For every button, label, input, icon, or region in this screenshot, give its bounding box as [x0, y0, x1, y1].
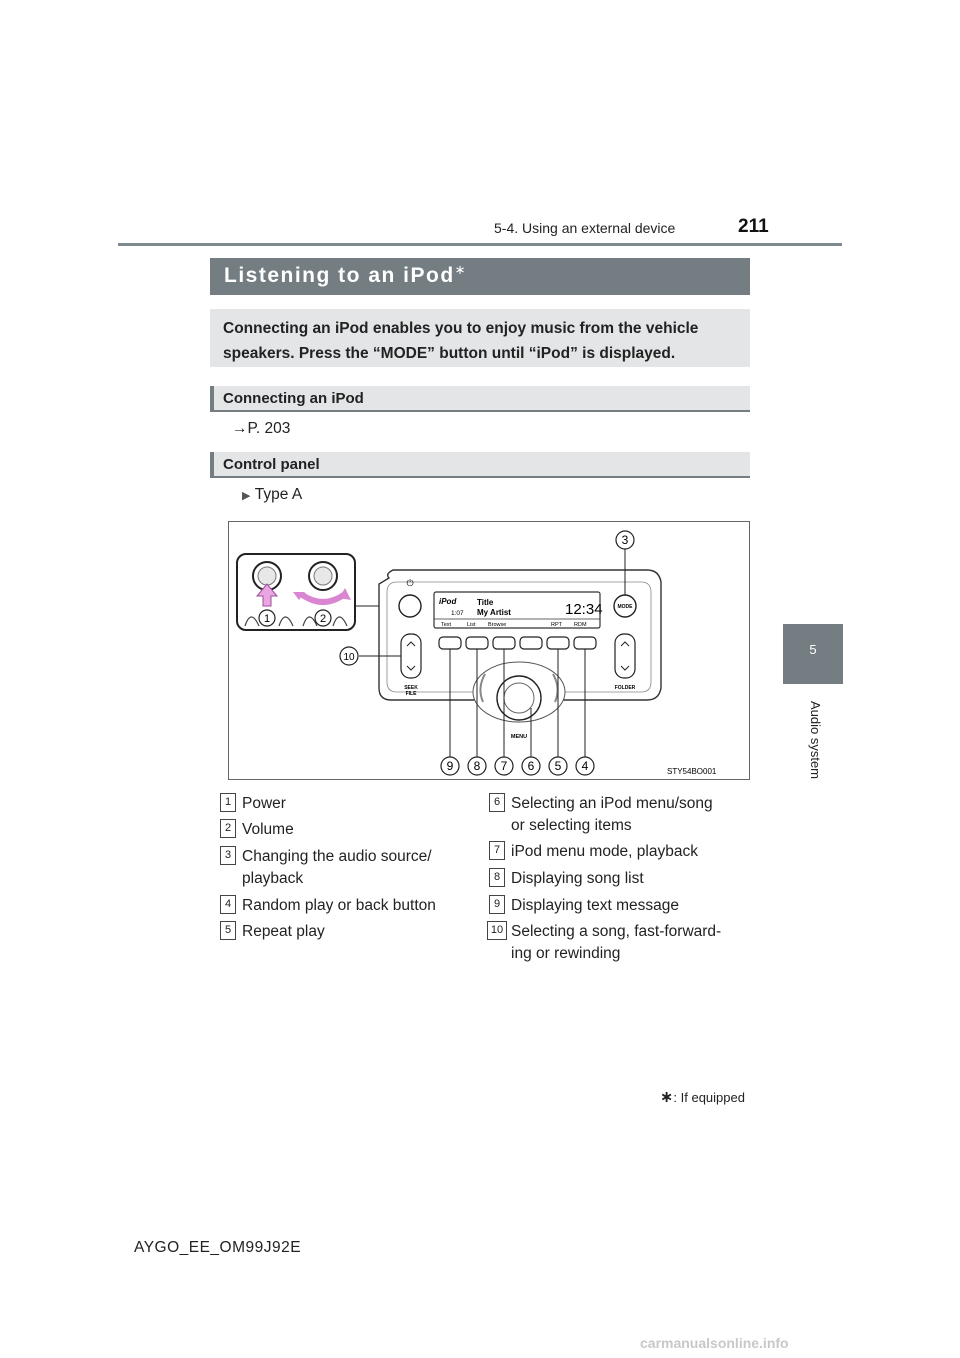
softkey-7	[493, 637, 515, 649]
power-button	[399, 595, 421, 617]
legend-number-1: 1	[220, 793, 236, 812]
page-heading-text: Listening to an iPod	[224, 264, 455, 287]
connecting-reference[interactable]	[232, 420, 290, 438]
section-title: 5-4. Using an external device	[494, 220, 676, 236]
control-panel-heading: Control panel	[223, 456, 320, 473]
softkey-9	[439, 637, 461, 649]
softkey-label-rdm: RDM	[574, 622, 587, 628]
audio-panel-illustration	[229, 522, 749, 779]
triangle-bullet-icon: ▶	[242, 490, 251, 502]
legend-text-10: Selecting a song, fast-forward-	[511, 923, 722, 940]
document-code: AYGO_EE_OM99J92E	[134, 1239, 302, 1256]
legend-text-2: Volume	[242, 821, 294, 838]
legend-text-1: Power	[242, 795, 286, 812]
volume-knob-center	[314, 567, 332, 585]
callout-6: 6	[527, 759, 535, 773]
callout-9: 9	[446, 759, 454, 773]
chapter-number: 5	[809, 642, 817, 657]
display-clock: 12:34	[565, 601, 603, 618]
legend-number-3: 3	[220, 846, 236, 865]
page-heading	[224, 264, 467, 288]
legend-number-8: 8	[489, 868, 505, 887]
menu-label: MENU	[510, 734, 528, 740]
mode-label: MODE	[617, 604, 633, 610]
intro-text: Connecting an iPod enables you to enjoy music from the vehicle speakers. Press the “MODE” button until “iPod” is displayed.	[223, 320, 699, 362]
legend-text-5: Repeat play	[242, 923, 325, 940]
callout-3: 3	[621, 533, 629, 547]
menu-dial-center	[504, 683, 534, 713]
footnote-text: : If equipped	[673, 1090, 745, 1105]
legend-number-5: 5	[220, 921, 236, 940]
legend-text-6-cont: or selecting items	[511, 817, 632, 834]
softkey-4	[574, 637, 596, 649]
softkey-label-list: List	[467, 622, 476, 628]
softkey-5	[547, 637, 569, 649]
power-symbol-icon: ⏻	[406, 579, 414, 589]
callout-7: 7	[500, 759, 508, 773]
footnote	[660, 1087, 745, 1107]
legend-text-4: Random play or back button	[242, 897, 436, 914]
legend-text-9: Displaying text message	[511, 897, 679, 914]
folder-rocker	[615, 634, 635, 678]
legend-text-3-cont: playback	[242, 870, 304, 887]
legend-number-9: 9	[489, 895, 505, 914]
callout-5: 5	[554, 759, 562, 773]
legend-number-7: 7	[489, 841, 505, 860]
legend-number-2: 2	[220, 819, 236, 838]
seek-rocker	[401, 634, 421, 678]
callout-10: 10	[343, 652, 355, 663]
watermark: carmanualsonline.info	[640, 1335, 789, 1351]
display-song-title: Title	[477, 598, 494, 607]
type-text: Type A	[254, 486, 303, 503]
callout-1: 1	[263, 613, 271, 625]
softkey-label-browse: Browse	[488, 622, 507, 628]
equipped-marker: ∗	[454, 262, 468, 277]
page-number: 211	[738, 216, 769, 237]
reference-page: P. 203	[247, 420, 291, 437]
type-label	[242, 486, 302, 504]
softkey-blank	[520, 637, 542, 649]
callout-4: 4	[581, 759, 589, 773]
softkey-label-text: Text	[441, 622, 452, 628]
legend-number-10: 10	[487, 921, 507, 940]
diagram-code: STY54BO001	[667, 767, 717, 776]
display-artist: My Artist	[477, 608, 511, 617]
seek-label: SEEK	[404, 685, 418, 691]
footnote-marker: ∗	[660, 1089, 674, 1106]
audio-panel-diagram	[228, 521, 750, 780]
legend-text-3: Changing the audio source/	[242, 848, 432, 865]
callout-8: 8	[473, 759, 481, 773]
legend-text-6: Selecting an iPod menu/song	[511, 795, 713, 812]
header-rule	[118, 243, 842, 246]
display-source: iPod	[439, 597, 457, 606]
power-knob-center	[258, 567, 276, 585]
connecting-heading: Connecting an iPod	[223, 390, 364, 407]
softkey-8	[466, 637, 488, 649]
display-track-time: 1:07	[451, 610, 464, 617]
legend-text-10-cont: ing or rewinding	[511, 945, 621, 962]
softkey-label-rpt: RPT	[551, 622, 562, 628]
legend-text-7: iPod menu mode, playback	[511, 843, 698, 860]
legend-number-4: 4	[220, 895, 236, 914]
chapter-label: Audio system	[808, 700, 823, 780]
reference-arrow: →	[232, 420, 248, 437]
legend-number-6: 6	[489, 793, 505, 812]
file-label: FILE	[405, 691, 417, 697]
folder-label: FOLDER	[614, 685, 636, 691]
legend-text-8: Displaying song list	[511, 870, 644, 887]
callout-2: 2	[319, 613, 327, 625]
